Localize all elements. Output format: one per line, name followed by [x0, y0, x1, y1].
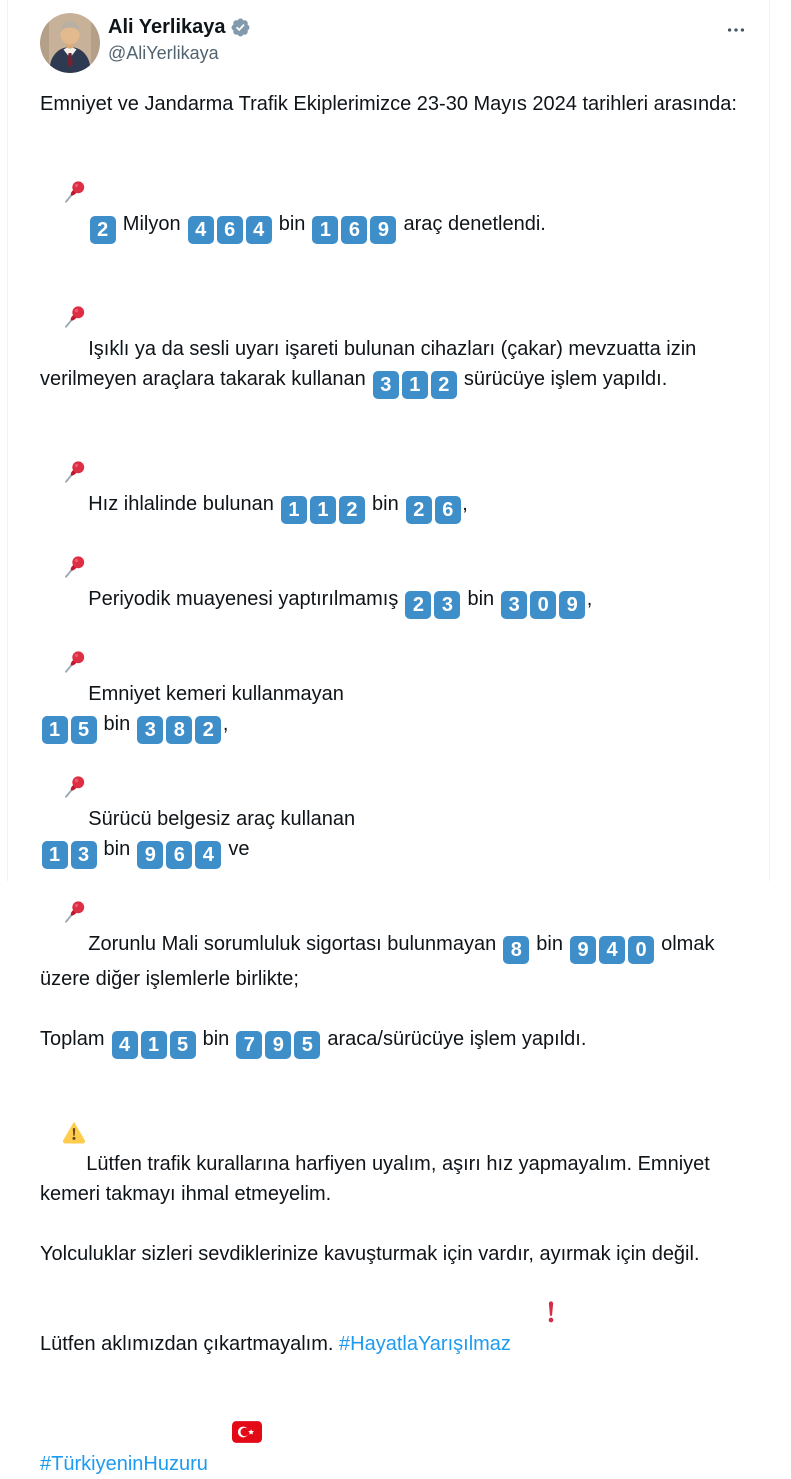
keycap-digit: 9 [559, 591, 585, 619]
keycap-digit: 6 [341, 216, 367, 244]
tweet-paragraph [40, 1389, 747, 1479]
keycap-digit: 4 [246, 216, 272, 244]
tweet-paragraph: Işıklı ya da sesli uyarı işareti bulunan cihazları (çakar) mevzuatta izin verilmeyen araçlara takarak kullanan 3 1 2 sürücüye işlem yapıldı. [40, 274, 747, 399]
user-handle[interactable]: @AliYerlikaya [108, 43, 219, 63]
keycap-digit: 0 [530, 591, 556, 619]
keycap-digit: 1 [42, 841, 68, 869]
keycap-digit: 4 [195, 841, 221, 869]
keycap-digit: 6 [435, 496, 461, 524]
keycap-digit: 2 [406, 496, 432, 524]
pushpin-icon [40, 619, 88, 709]
keycap-digit: 9 [137, 841, 163, 869]
keycap-digit: 1 [310, 496, 336, 524]
tweet-paragraph: Lütfen trafik kurallarına harfiyen uyalım, aşırı hız yapmayalım. Emniyet kemeri takmayı ihmal etmeyelim. [40, 1089, 747, 1209]
keycap-number [371, 368, 458, 396]
keycap-number [500, 588, 587, 616]
keycap-digit: 2 [339, 496, 365, 524]
keycap-number [110, 1028, 197, 1056]
keycap-number [40, 713, 98, 741]
keycap-digit: 5 [71, 716, 97, 744]
keycap-digit: 5 [294, 1031, 320, 1059]
keycap-digit: 3 [137, 716, 163, 744]
keycap-digit: 6 [217, 216, 243, 244]
tweet-paragraph: Emniyet ve Jandarma Trafik Ekiplerimizce 23-30 Mayıs 2024 tarihleri arasında: [40, 93, 737, 115]
keycap-number [235, 1028, 322, 1056]
pushpin-icon [40, 869, 88, 959]
heavy-exclamation-icon [517, 1269, 563, 1359]
keycap-digit: 2 [195, 716, 221, 744]
keycap-digit: 4 [599, 936, 625, 964]
keycap-digit: 9 [370, 216, 396, 244]
tweet-card [7, 0, 770, 1475]
tweet-paragraph: Toplam 4 1 5 bin 7 9 5 araca/sürücüye işlem yapıldı. [40, 1024, 747, 1059]
pushpin-icon [40, 274, 88, 364]
hashtag-link[interactable]: #HayatlaYarışılmaz [339, 1333, 511, 1355]
keycap-digit: 2 [431, 371, 457, 399]
keycap-number [88, 213, 117, 241]
keycap-number [404, 588, 462, 616]
keycap-digit: 1 [402, 371, 428, 399]
keycap-number [569, 933, 656, 961]
keycap-digit: 4 [188, 216, 214, 244]
more-options-button[interactable] [719, 13, 747, 47]
keycap-digit: 0 [628, 936, 654, 964]
keycap-number [136, 838, 223, 866]
keycap-digit: 9 [265, 1031, 291, 1059]
keycap-number [136, 713, 223, 741]
keycap-number [502, 933, 531, 961]
keycap-digit: 3 [373, 371, 399, 399]
keycap-digit: 7 [236, 1031, 262, 1059]
keycap-digit: 1 [141, 1031, 167, 1059]
tweet-paragraph: Hız ihlalinde bulunan 1 1 2 bin 2 6 , Periyodik muayenesi yaptırılmamış 2 3 bin 3 0 9 , Emniyet kemeri kullanmayan 1 5 bin 3 8 2 , Sürücü belgesiz araç kullanan 1 3 bin 9 6 4 ve Zorunlu Mali sorumluluk sigortası bulunmayan 8 bin 9 4 0 olmak üzere diğer işlemlerle birlikte; [40, 429, 747, 994]
keycap-number [311, 213, 398, 241]
keycap-digit: 1 [312, 216, 338, 244]
keycap-digit: 6 [166, 841, 192, 869]
tweet-paragraph: 2 Milyon 4 6 4 bin 1 6 9 araç denetlendi. [40, 149, 747, 244]
keycap-digit: 5 [170, 1031, 196, 1059]
hashtag-link[interactable]: #TürkiyeninHuzuru [40, 1453, 208, 1475]
keycap-digit: 8 [166, 716, 192, 744]
warning-icon [40, 1089, 86, 1179]
keycap-digit: 3 [434, 591, 460, 619]
keycap-digit: 8 [503, 936, 529, 964]
keycap-digit: 1 [281, 496, 307, 524]
tweet-paragraph: Yolculuklar sizleri sevdiklerinize kavuşturmak için vardır, ayırmak için değil. Lütfen aklımızdan çıkartmayalım. #HayatlaYarışılmaz [40, 1239, 747, 1359]
keycap-digit: 1 [42, 716, 68, 744]
keycap-digit: 2 [90, 216, 116, 244]
pushpin-icon [40, 744, 88, 834]
keycap-digit: 3 [501, 591, 527, 619]
turkey-flag-icon [208, 1389, 262, 1479]
tweet-header [40, 13, 747, 73]
avatar[interactable] [40, 13, 100, 73]
keycap-number [186, 213, 273, 241]
display-name[interactable]: Ali Yerlikaya [108, 16, 226, 38]
pushpin-icon [40, 524, 88, 614]
keycap-number [40, 838, 98, 866]
keycap-digit: 4 [112, 1031, 138, 1059]
pushpin-icon [40, 149, 88, 239]
user-identity [108, 13, 251, 64]
keycap-number [404, 493, 462, 521]
keycap-digit: 2 [405, 591, 431, 619]
keycap-number [279, 493, 366, 521]
tweet-body [40, 89, 747, 1479]
keycap-digit: 3 [71, 841, 97, 869]
keycap-digit: 9 [570, 936, 596, 964]
pushpin-icon [40, 429, 88, 519]
verified-badge-icon [230, 17, 251, 38]
ellipsis-icon [725, 19, 747, 41]
